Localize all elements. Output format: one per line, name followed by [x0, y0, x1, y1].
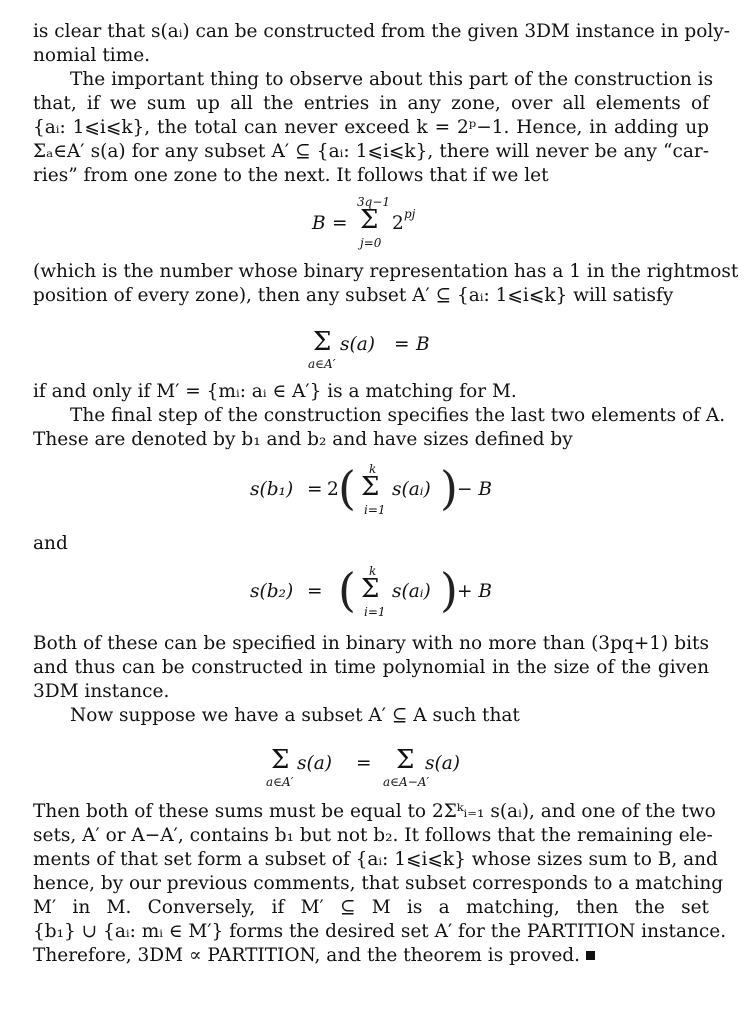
eq3-equals: =: [307, 479, 323, 500]
text-line: Therefore, 3DM ∝ PARTITION, and the theorem is proved.: [33, 945, 581, 966]
text-line: is clear that s(aᵢ) can be constructed from the given 3DM instance in poly-: [33, 21, 730, 42]
qed-square-icon: [586, 951, 595, 960]
text-line: Now suppose we have a subset A′ ⊆ A such that: [70, 705, 520, 726]
text-line: Both of these can be specified in binary with no more than (3pq+1) bits: [33, 633, 709, 654]
text-line: The final step of the construction specifies the last two elements of A.: [70, 405, 726, 426]
eq4-tail: + B: [457, 581, 492, 602]
eq4-equals: =: [307, 581, 323, 602]
text-line: that, if we sum up all the entries in any zone, over all elements of: [33, 93, 709, 114]
eq4-upper-limit: k: [369, 564, 377, 578]
text-line: Σₐ∈A′ s(a) for any subset A′ ⊆ {aᵢ: 1⩽i⩽k}, there will never be any “car-: [33, 141, 709, 162]
eq1-equals: =: [332, 213, 348, 234]
text-line: M′ in M. Conversely, if M′ ⊆ M is a matching, then the set: [33, 897, 709, 918]
eq1-lower-limit: j=0: [360, 236, 382, 250]
eq1-upper-limit: 3q−1: [357, 195, 391, 209]
eq5-equals: =: [356, 753, 372, 774]
eq5-sigma-right: Σ: [396, 745, 415, 775]
eq1-lhs: B: [312, 213, 326, 234]
text-line: {aᵢ: 1⩽i⩽k}, the total can never exceed k = 2ᵖ−1. Hence, in adding up: [33, 117, 709, 138]
eq4-lower-limit: i=1: [364, 605, 386, 619]
text-line: if and only if M′ = {mᵢ: aᵢ ∈ A′} is a matching for M.: [33, 381, 517, 402]
eq4-right-brace: ): [440, 563, 458, 617]
text-line: nomial time.: [33, 45, 151, 66]
eq5-term-right: s(a): [425, 753, 460, 774]
eq3-term: s(aᵢ): [392, 479, 431, 500]
eq2-sigma: Σ: [313, 327, 332, 357]
eq2-equals: =: [394, 334, 410, 355]
text-line: Then both of these sums must be equal to 2Σᵏᵢ₌₁ s(aᵢ), and one of the two: [33, 801, 716, 822]
text-line: ments of that set form a subset of {aᵢ: 1⩽i⩽k} whose sizes sum to B, and: [33, 849, 718, 870]
eq4-left-brace: (: [338, 563, 356, 617]
eq3-left-brace: (: [338, 461, 356, 515]
text-line: These are denoted by b₁ and b₂ and have sizes defined by: [33, 429, 573, 450]
eq5-term-left: s(a): [297, 753, 332, 774]
text-line: position of every zone), then any subset A′ ⊆ {aᵢ: 1⩽i⩽k} will satisfy: [33, 285, 674, 306]
eq4-sigma: Σ: [361, 574, 380, 604]
eq3-coefficient: 2: [327, 479, 339, 500]
text-line: and: [33, 533, 68, 554]
eq3-lhs: s(b₁): [250, 479, 294, 500]
eq5-lower-limit-left: a∈A′: [266, 775, 294, 789]
text-line: hence, by our previous comments, that subset corresponds to a matching: [33, 873, 724, 894]
text-line: The important thing to observe about this part of the construction is: [70, 69, 714, 90]
text-line: and thus can be constructed in time polynomial in the size of the given: [33, 657, 709, 678]
eq2-rhs: B: [416, 334, 430, 355]
eq1-sigma: Σ: [360, 205, 379, 235]
eq4-lhs: s(b₂): [250, 581, 294, 602]
text-line: (which is the number whose binary representation has a 1 in the rightmost: [33, 261, 739, 282]
eq3-sigma: Σ: [361, 472, 380, 502]
text-line: 3DM instance.: [33, 681, 170, 702]
eq3-lower-limit: i=1: [364, 503, 386, 517]
text-line: ries” from one zone to the next. It follows that if we let: [33, 165, 549, 186]
text-line: {b₁} ∪ {aᵢ: mᵢ ∈ M′} forms the desired set A′ for the PARTITION instance.: [33, 921, 727, 942]
eq2-lower-limit: a∈A′: [308, 357, 336, 371]
eq5-sigma-left: Σ: [271, 745, 290, 775]
eq3-tail: − B: [457, 479, 492, 500]
eq4-term: s(aᵢ): [392, 581, 431, 602]
eq1-term: 2: [392, 213, 404, 234]
eq3-right-brace: ): [440, 461, 458, 515]
text-line: sets, A′ or A−A′, contains b₁ but not b₂. It follows that the remaining ele-: [33, 825, 713, 846]
eq3-upper-limit: k: [369, 462, 377, 476]
eq5-lower-limit-right: a∈A−A′: [383, 775, 430, 789]
eq1-exponent: pj: [404, 207, 416, 221]
eq2-term: s(a): [340, 334, 375, 355]
